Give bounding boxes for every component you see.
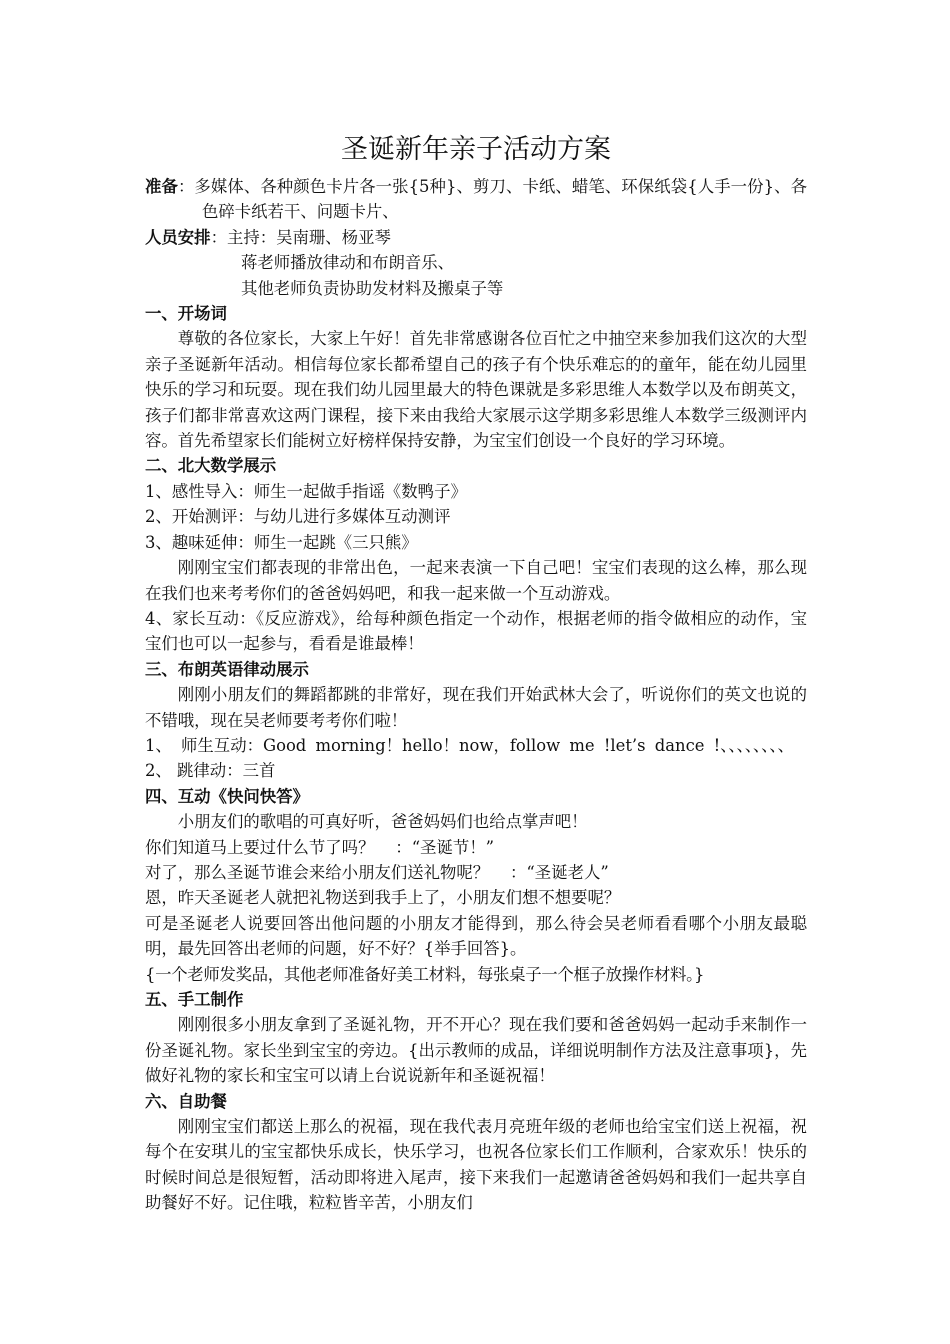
section-3-heading: 三、布朗英语律动展示: [145, 659, 309, 679]
prep-text: ：多媒体、各种颜色卡片各一张{5种}、剪刀、卡纸、蜡笔、环保纸袋{人手一份}、各色碎卡纸若干、问题卡片、: [177, 177, 807, 222]
section-4-line-5: {一个老师发奖品，其他老师准备好美工材料，每张桌子一个框子放操作材料。}: [145, 964, 705, 984]
section-4-line-1: 小朋友们的歌唱的可真好听，爸爸妈妈们也给点掌声吧！: [177, 812, 588, 832]
section-4-line-4: 恩，昨天圣诞老人就把礼物送到我手上了，小朋友们想不想要呢？: [145, 888, 621, 908]
section-1-paragraph: 尊敬的各位家长，大家上午好！首先非常感谢各位百忙之中抽空来参加我们这次的大型亲子圣诞新年活动。相信每位家长都希望自己的孩子有个快乐难忘的的童年，能在幼儿园里快乐的学习和玩耍。现在我们幼儿园里最大的特色课就是多彩思维人本数学以及布朗英文，孩子们都非常喜欢这两门课程，接下来由我给大家展示这学期多彩思维人本数学三级测评内容。首先希望家长们能树立好榜样保持安静，为宝宝们创设一个良好的学习环境。: [145, 329, 807, 451]
section-6-heading: 六、自助餐: [145, 1091, 227, 1111]
section-4-line-3: 对了，那么圣诞节谁会来给小朋友们送礼物呢？ ：“圣诞老人”: [145, 862, 609, 882]
section-4-line-2: 你们知道马上要过什么节了吗？ ：“圣诞节！”: [145, 837, 495, 857]
section-2-item-1: 1、感性导入：师生一起做手指谣《数鸭子》: [145, 481, 467, 501]
prep-label: 准备: [145, 177, 178, 196]
staff-text-1: ：主持：吴南珊、杨亚琴: [210, 227, 391, 247]
staff-label: 人员安排: [145, 227, 211, 247]
section-6-paragraph: 刚刚宝宝们都送上那么的祝福，现在我代表月亮班年级的老师也给宝宝们送上祝福，祝每个在安琪儿的宝宝都快乐成长，快乐学习，也祝各位家长们工作顺利，合家欢乐！快乐的时候时间总是很短暂，活动即将进入尾声，接下来我们一起邀请爸爸妈妈和我们一起共享自助餐好不好。记住哦，粒粒皆辛苦，小朋友们: [145, 1117, 807, 1213]
section-5-heading: 五、手工制作: [145, 990, 244, 1009]
document-page: [145, 128, 807, 1216]
section-4-heading: 四、互动《快问快答》: [145, 786, 309, 806]
section-5-paragraph: 刚刚很多小朋友拿到了圣诞礼物，开不开心？现在我们要和爸爸妈妈一起动手来制作一份圣诞礼物。家长坐到宝宝的旁边。{出示教师的成品，详细说明制作方法及注意事项}，先做好礼物的家长和宝宝可以请上台说说新年和圣诞祝福！: [145, 1015, 807, 1086]
section-3-item-1: 1、 师生互动：Good morning！hello！now，follow me !let’s dance !、、、、、、、、: [145, 735, 794, 755]
staff-line-1: [145, 225, 807, 250]
section-2-heading: 二、北大数学展示: [145, 456, 277, 476]
staff-line-3: 其他老师负责协助发材料及搬桌子等: [241, 278, 504, 298]
section-3-item-2: 2、 跳律动：三首: [145, 761, 276, 781]
prep-paragraph: [145, 174, 807, 225]
section-1-heading: 一、开场词: [145, 304, 227, 324]
section-2-paragraph: 刚刚宝宝们都表现的非常出色，一起来表演一下自己吧！宝宝们表现的这么棒，那么现在我们也来考考你们的爸爸妈妈吧，和我一起来做一个互动游戏。: [145, 558, 807, 603]
section-3-paragraph: 刚刚小朋友们的舞蹈都跳的非常好，现在我们开始武林大会了，听说你们的英文也说的不错哦，现在吴老师要考考你们啦！: [145, 685, 807, 730]
section-4-paragraph: 可是圣诞老人说要回答出他问题的小朋友才能得到，那么待会吴老师看看哪个小朋友最聪明，最先回答出老师的问题，好不好？{举手回答}。: [145, 913, 807, 959]
section-2-item-3: 3、趣味延伸：师生一起跳《三只熊》: [145, 532, 418, 552]
section-2-item-2: 2、开始测评：与幼儿进行多媒体互动测评: [145, 507, 451, 527]
staff-line-2: 蒋老师播放律动和布朗音乐、: [241, 253, 455, 273]
section-2-item-4: 4、家长互动：《反应游戏》，给每种颜色指定一个动作，根据老师的指令做相应的动作，宝宝们也可以一起参与，看看是谁最棒！: [145, 608, 807, 654]
page-title: 圣诞新年亲子活动方案: [341, 134, 611, 165]
